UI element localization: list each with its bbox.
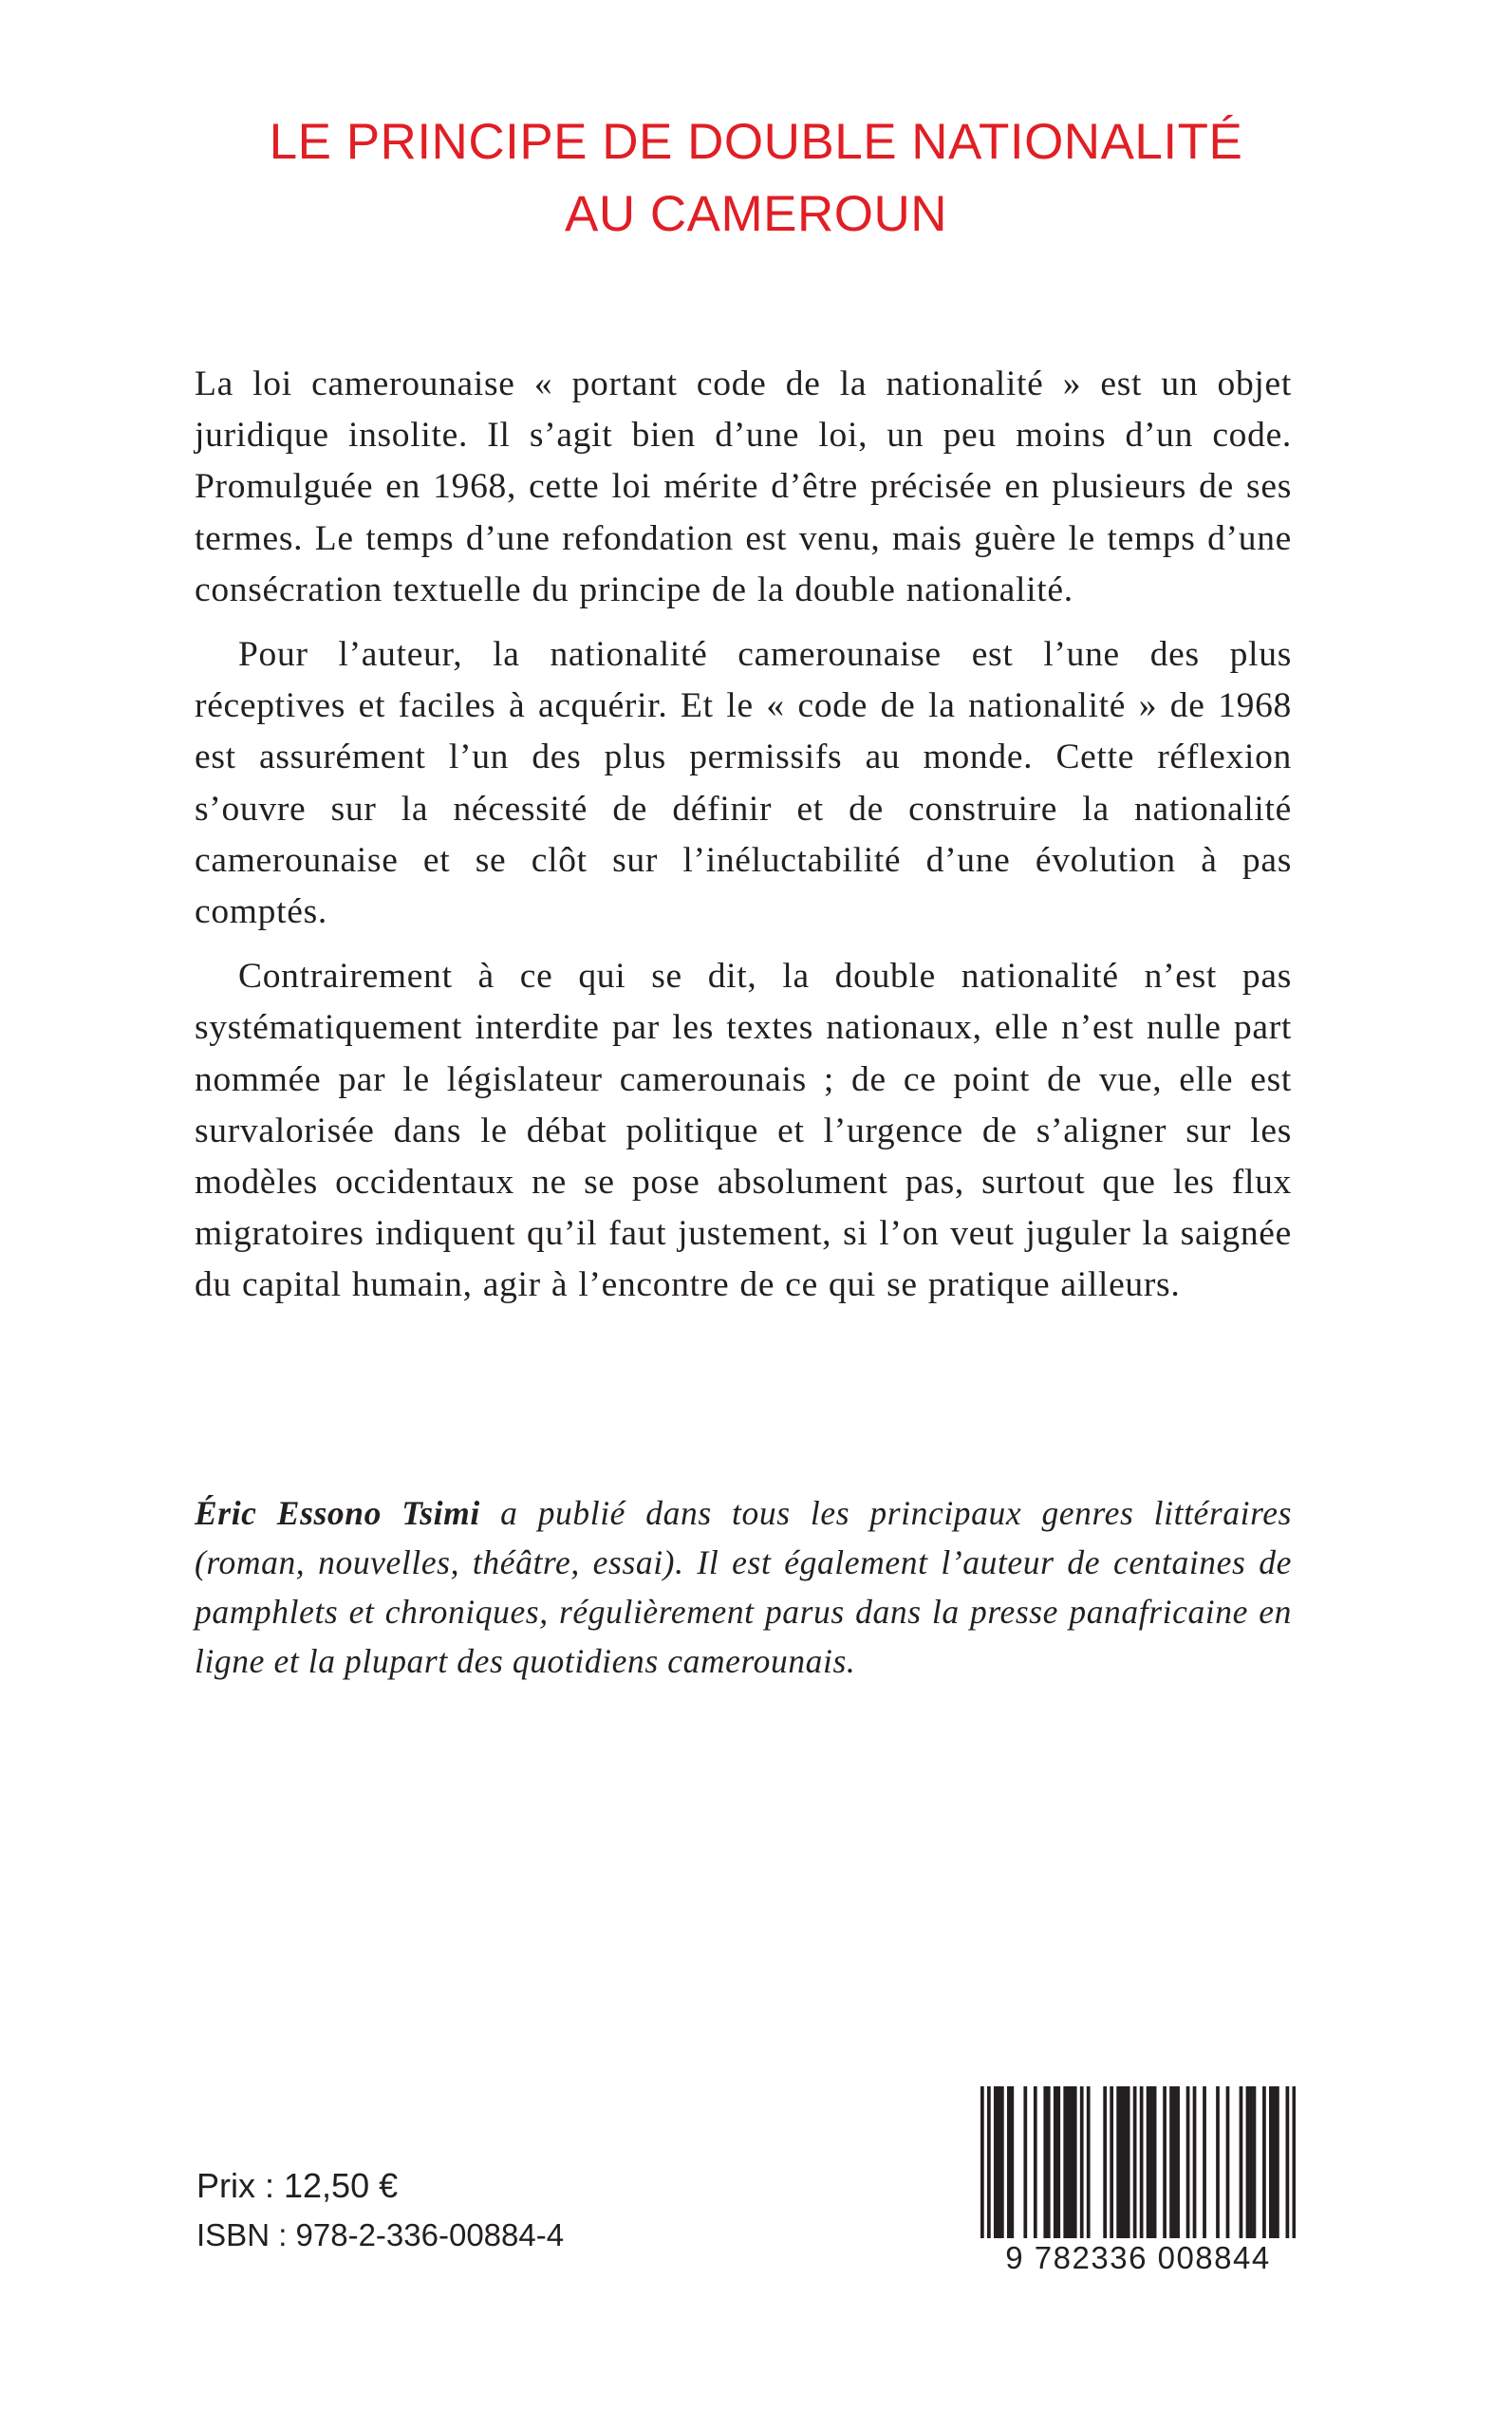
book-title (0, 106, 1512, 251)
barcode-bar (1140, 2086, 1144, 2238)
barcode-bar (1127, 2086, 1130, 2238)
barcode-bar (1253, 2086, 1257, 2238)
isbn-label: ISBN : 978-2-336-00884-4 (196, 2217, 565, 2252)
barcode-bar (1110, 2086, 1113, 2238)
barcode-bar (987, 2086, 991, 2238)
price-label: Prix : 12,50 € (196, 2166, 399, 2205)
barcode-bar (1269, 2086, 1273, 2238)
barcode-bar (1023, 2086, 1027, 2238)
barcode-bar (1007, 2086, 1011, 2238)
blurb-paragraph-2: Pour l’auteur, la nationalité camerounaise est l’une des plus réceptives et faciles à acquérir. Et le « code de la nationalité » de 1968 est assurément l’un des plus permissifs au monde. Cette réflexion s’ouvre sur la nécessité de définir et de construire la nationalité camerounaise et se clôt sur l’inéluctabilité d’une évolution à pas comptés. (195, 635, 1292, 932)
barcode-bar (1276, 2086, 1279, 2238)
barcode-bar (1047, 2086, 1051, 2238)
title-line-1: LE PRINCIPE DE DOUBLE NATIONALITÉ (269, 114, 1243, 170)
barcode-bar (1120, 2086, 1124, 2238)
barcode-bar (1273, 2086, 1277, 2238)
barcode-bar (1240, 2086, 1243, 2238)
barcode-bar (980, 2086, 984, 2238)
barcode-bar (1080, 2086, 1084, 2238)
title-line-2: AU CAMEROUN (564, 186, 948, 242)
barcode-bar (997, 2086, 1000, 2238)
blurb-paragraph-1: La loi camerounaise « portant code de la nationalité » est un objet juridique insolite. Il s’agit bien d’une loi, un peu moins d’un code. Promulguée en 1968, cette loi mérite d’être précisée en plusieurs de ses termes. Le temps d’une refondation est venu, mais guère le temps d’une consécration textuelle du principe de la double nationalité. (195, 364, 1292, 609)
barcode-digits: 9 782336 008844 (1005, 2240, 1271, 2275)
barcode-bar (1216, 2086, 1220, 2238)
author-name: Éric Essono Tsimi (195, 1494, 480, 1532)
barcode-bar (1133, 2086, 1137, 2238)
barcode-bar (1067, 2086, 1071, 2238)
barcode-bar (1103, 2086, 1107, 2238)
barcode-bar (1163, 2086, 1167, 2238)
barcode-bar (994, 2086, 998, 2238)
barcode-bar (1203, 2086, 1206, 2238)
ean13-barcode-icon (980, 2086, 1296, 2238)
barcode-bar (1000, 2086, 1004, 2238)
barcode-bar (1186, 2086, 1190, 2238)
barcode-bar (1169, 2086, 1173, 2238)
barcode-bar (1286, 2086, 1290, 2238)
barcode-bar (1063, 2086, 1067, 2238)
barcode-bar (1249, 2086, 1253, 2238)
barcode-bar (1262, 2086, 1266, 2238)
barcode-bar (1176, 2086, 1180, 2238)
barcode-bar (1116, 2086, 1120, 2238)
barcode-bar (1087, 2086, 1091, 2238)
barcode-bar (1034, 2086, 1037, 2238)
barcode-bar (1226, 2086, 1230, 2238)
barcode-bar (1193, 2086, 1197, 2238)
barcode-bar (1246, 2086, 1250, 2238)
author-bio-text: a publié dans tous les principaux genres littéraires (roman, nouvelles, théâtre, essai). Il est également l’auteur de centaines de pamphlets et chroniques, régulièrement parus dans la presse panafricaine en ligne et la plupart des quotidiens camerounais. (195, 1494, 1292, 1680)
barcode-bar (1054, 2086, 1057, 2238)
barcode-bar (1123, 2086, 1127, 2238)
author-bio (195, 1488, 1292, 1686)
blurb (195, 359, 1292, 1312)
barcode-bar (1043, 2086, 1047, 2238)
barcode-bar (1149, 2086, 1153, 2238)
barcode-bar (1070, 2086, 1073, 2238)
barcode-bar (1147, 2086, 1150, 2238)
barcode-bar (1073, 2086, 1077, 2238)
barcode-bar (1010, 2086, 1014, 2238)
barcode-bar (1293, 2086, 1296, 2238)
barcode-bar (1153, 2086, 1157, 2238)
barcode-bar (1173, 2086, 1177, 2238)
blurb-paragraph-3: Contrairement à ce qui se dit, la double nationalité n’est pas systématiquement interdite par les textes nationaux, elle n’est nulle part nommée par le législateur camerounais ; de ce point de vue, elle est survalorisée dans le débat politique et l’urgence de s’aligner sur les modèles occidentaux ne se pose absolument pas, surtout que les flux migratoires indiquent qu’il faut justement, si l’on veut juguler la saignée du capital humain, agir à l’encontre de ce qui se pratique ailleurs. (195, 957, 1292, 1305)
barcode (980, 2086, 1296, 2276)
barcode-bar (1056, 2086, 1060, 2238)
